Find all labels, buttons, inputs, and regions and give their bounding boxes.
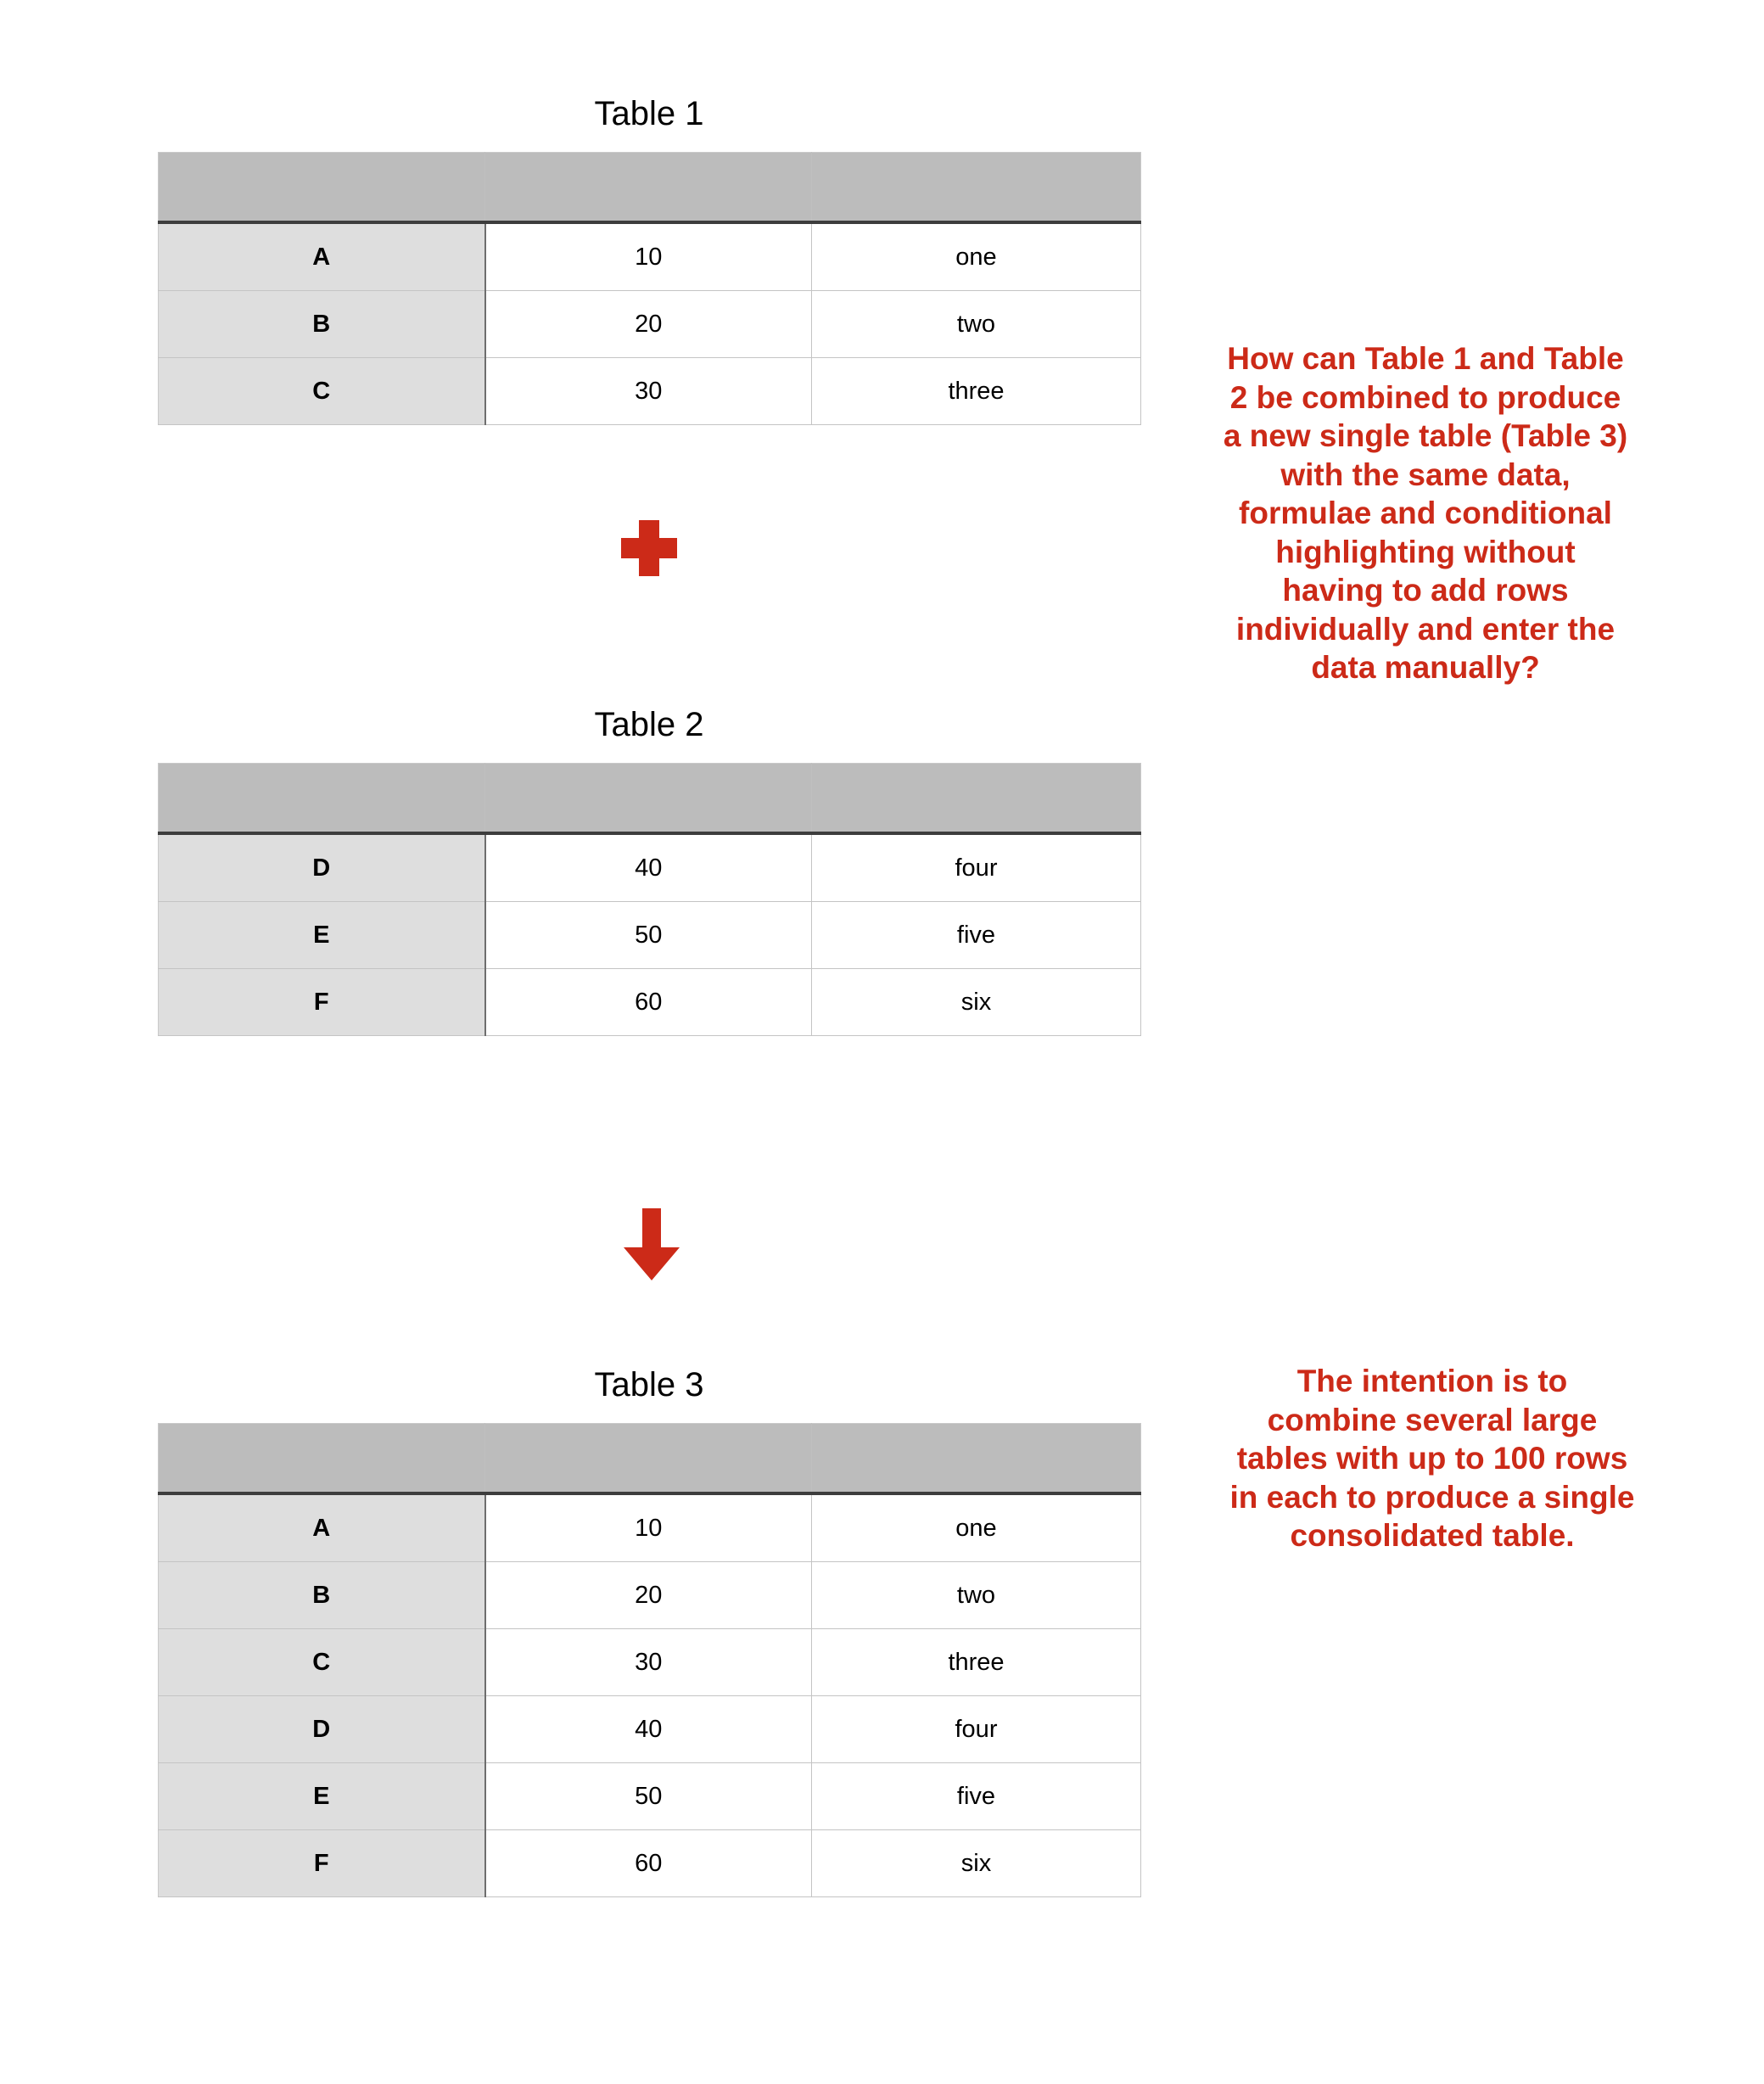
table-row [159, 833, 1141, 902]
plus-icon [621, 520, 677, 576]
row-word: six [812, 969, 1141, 1036]
plus-icon-vertical-bar [639, 520, 659, 576]
table-2-block [158, 706, 1140, 1036]
row-word: three [812, 1629, 1141, 1696]
table-3-title: Table 3 [594, 1366, 704, 1403]
table-1-header-cell-0 [159, 153, 485, 223]
table-2-header-cell-1 [485, 764, 812, 834]
down-arrow-icon [622, 1208, 681, 1281]
row-label: F [159, 969, 485, 1036]
table-1-title: Table 1 [594, 95, 704, 132]
row-number: 10 [485, 1493, 812, 1562]
table-row [159, 358, 1141, 425]
table-row [159, 222, 1141, 291]
row-number: 60 [485, 969, 812, 1036]
table-2-title: Table 2 [594, 706, 704, 743]
table-3-block [158, 1366, 1140, 1897]
row-word: one [812, 1493, 1141, 1562]
row-number: 50 [485, 902, 812, 969]
row-number: 60 [485, 1830, 812, 1897]
row-number: 30 [485, 1629, 812, 1696]
row-number: 40 [485, 1696, 812, 1763]
row-word: one [812, 222, 1141, 291]
row-number: 20 [485, 291, 812, 358]
table-1-header-row [159, 153, 1141, 223]
row-word: four [812, 833, 1141, 902]
row-word: six [812, 1830, 1141, 1897]
row-word: five [812, 1763, 1141, 1830]
table-row [159, 1830, 1141, 1897]
row-label: B [159, 1562, 485, 1629]
table-3-header-row [159, 1424, 1141, 1494]
row-number: 30 [485, 358, 812, 425]
row-label: E [159, 1763, 485, 1830]
row-label: C [159, 358, 485, 425]
table-1-block [158, 95, 1140, 425]
row-label: F [159, 1830, 485, 1897]
table-1-header-cell-1 [485, 153, 812, 223]
table-1-header-cell-2 [812, 153, 1141, 223]
row-label: A [159, 1493, 485, 1562]
plus-connector [621, 520, 677, 576]
row-word: three [812, 358, 1141, 425]
table-1 [158, 152, 1141, 425]
row-label: D [159, 1696, 485, 1763]
table-3-header-cell-2 [812, 1424, 1141, 1494]
table-3 [158, 1423, 1141, 1897]
intention-note: The intention is to combine several large tables with up to 100 rows in each to produce a single consolidated table. [1229, 1364, 1635, 1553]
table-row [159, 1763, 1141, 1830]
row-word: two [812, 291, 1141, 358]
question-note: How can Table 1 and Table 2 be combined to produce a new single table (Table 3) with the same data, formulae and conditional highlighting without having to add rows individually and enter the data manually? [1223, 341, 1628, 685]
table-row [159, 969, 1141, 1036]
table-2 [158, 763, 1141, 1036]
row-label: E [159, 902, 485, 969]
row-word: two [812, 1562, 1141, 1629]
row-number: 50 [485, 1763, 812, 1830]
table-row [159, 291, 1141, 358]
table-2-header-cell-0 [159, 764, 485, 834]
table-2-header-cell-2 [812, 764, 1141, 834]
table-row [159, 902, 1141, 969]
row-label: B [159, 291, 485, 358]
row-label: D [159, 833, 485, 902]
row-number: 20 [485, 1562, 812, 1629]
row-word: four [812, 1696, 1141, 1763]
table-2-header-row [159, 764, 1141, 834]
row-word: five [812, 902, 1141, 969]
table-3-header-cell-0 [159, 1424, 485, 1494]
down-arrow-connector [622, 1208, 681, 1286]
table-3-header-cell-1 [485, 1424, 812, 1494]
table-row [159, 1629, 1141, 1696]
table-row [159, 1493, 1141, 1562]
row-label: A [159, 222, 485, 291]
row-label: C [159, 1629, 485, 1696]
table-row [159, 1562, 1141, 1629]
row-number: 40 [485, 833, 812, 902]
table-row [159, 1696, 1141, 1763]
row-number: 10 [485, 222, 812, 291]
